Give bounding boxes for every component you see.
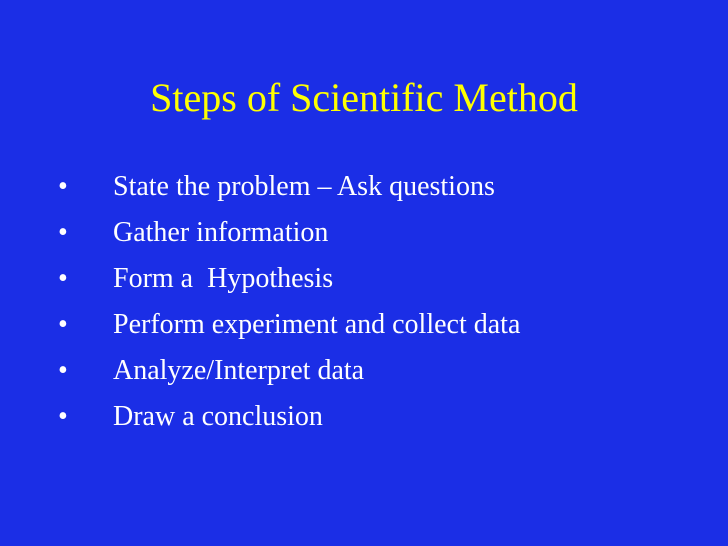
bullet-item-analyze-data: [58, 348, 698, 394]
bullet-text-form-hypothesis: Form a Hypothesis: [113, 263, 334, 294]
bullet-marker: •: [58, 401, 68, 432]
bullet-item-perform-experiment: [58, 302, 698, 348]
bullet-marker: •: [58, 263, 68, 294]
bullet-item-gather-information: [58, 210, 698, 256]
bullet-item-draw-conclusion: [58, 394, 698, 440]
bullet-text-analyze-data: Analyze/Interpret data: [113, 355, 365, 386]
bullet-text-state-problem: State the problem – Ask questions: [113, 171, 495, 202]
bullet-list: [58, 164, 698, 440]
bullet-marker: •: [58, 355, 68, 386]
bullet-text-draw-conclusion: Draw a conclusion: [113, 401, 323, 432]
bullet-text-gather-information: Gather information: [113, 217, 329, 248]
bullet-marker: •: [58, 171, 68, 202]
slide-title: Steps of Scientific Method: [150, 75, 578, 120]
bullet-item-state-problem: [58, 164, 698, 210]
bullet-marker: •: [58, 309, 68, 340]
bullet-text-perform-experiment: Perform experiment and collect data: [113, 309, 521, 340]
bullet-marker: •: [58, 217, 68, 248]
bullet-item-form-hypothesis: [58, 256, 698, 302]
